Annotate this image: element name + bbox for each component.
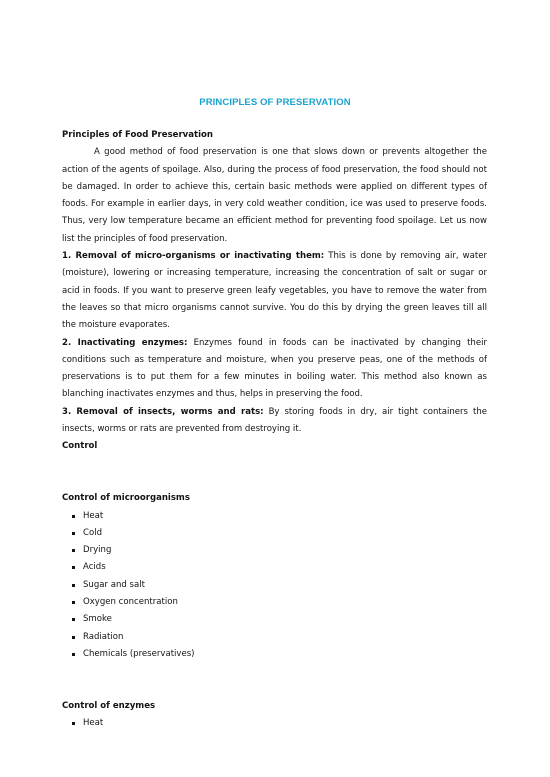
principle-1 [62,248,487,334]
microorganisms-list [62,508,487,664]
list-item-text: Heat [83,718,104,729]
list-item-text: Smoke [83,614,112,625]
principle-1-text: This is done by removing air, water (moisture), lowering or increasing temperature, increasing the concentration of salt or sugar or acid in foods. If you want to preserve green leafy vegetables, you have to remove the water from the leaves so that micro organisms cannot survive. You do this by drying the green leaves till all the moisture evaporates. [62,251,487,331]
principle-2 [62,335,487,404]
page-title: PRINCIPLES OF PRESERVATION [199,97,351,108]
list-item-text: Oxygen concentration [83,597,178,608]
bullet-icon [72,566,75,569]
enzymes-heading: Control of enzymes [62,700,156,711]
principle-3 [62,404,487,439]
list-item [62,525,487,542]
bullet-icon [72,532,75,535]
section-heading: Principles of Food Preservation [62,130,213,140]
bullet-icon [72,636,75,639]
principle-2-label: 2. Inactivating enzymes: [62,337,188,348]
list-item-text: Drying [83,545,112,556]
principle-3-text: By storing foods in dry, air tight containers the insects, worms or rats are prevented from destroying it. [62,406,487,435]
bullet-icon [72,653,75,656]
spacer [62,663,487,680]
control-heading: Control [62,441,98,452]
principle-3-label: 3. Removal of insects, worms and rats: [62,406,264,417]
list-item [62,646,487,663]
list-item-text: Heat [83,510,104,521]
spacer [62,456,487,473]
bullet-icon [72,618,75,621]
list-item-text: Sugar and salt [83,579,145,590]
bullet-icon [72,601,75,604]
list-item [62,715,487,732]
list-item [62,508,487,525]
enzymes-list [62,715,487,732]
list-item [62,559,487,576]
list-item-text: Acids [83,562,106,573]
intro-paragraph: A good method of food preservation is one that slows down or prevents altogether the action of the agents of spoilage. Also, during the process of food preservation, the food should not be damaged. In order to achieve this, certain basic methods were applied on different types of foods. For example in earlier days, in very cold weather condition, ice was used to preserve foods. Thus, very low temperature became an efficient method for preventing food spoilage. Let us now list the principles of food preservation. [62,147,487,244]
list-item-text: Radiation [83,631,124,642]
spacer [62,681,487,698]
microorganisms-heading: Control of microorganisms [62,493,190,504]
list-item-text: Cold [83,527,102,538]
principle-2-text: Enzymes found in foods can be inactivated by changing their conditions such as temperature and moisture, when you preserve peas, one of the methods of preservations is to put them for a few minutes in boiling water. This method also known as blanching inactivates enzymes and thus, helps in preserving the food. [62,337,487,400]
principle-1-label: 1. Removal of micro-organisms or inactivating them: [62,251,325,262]
list-item [62,577,487,594]
list-item [62,611,487,628]
list-item [62,594,487,611]
bullet-icon [72,722,75,725]
list-item [62,629,487,646]
bullet-icon [72,515,75,518]
spacer [62,473,487,490]
document-body [62,127,487,732]
bullet-icon [72,549,75,552]
bullet-icon [72,584,75,587]
list-item [62,542,487,559]
list-item-text: Chemicals (preservatives) [83,648,195,659]
